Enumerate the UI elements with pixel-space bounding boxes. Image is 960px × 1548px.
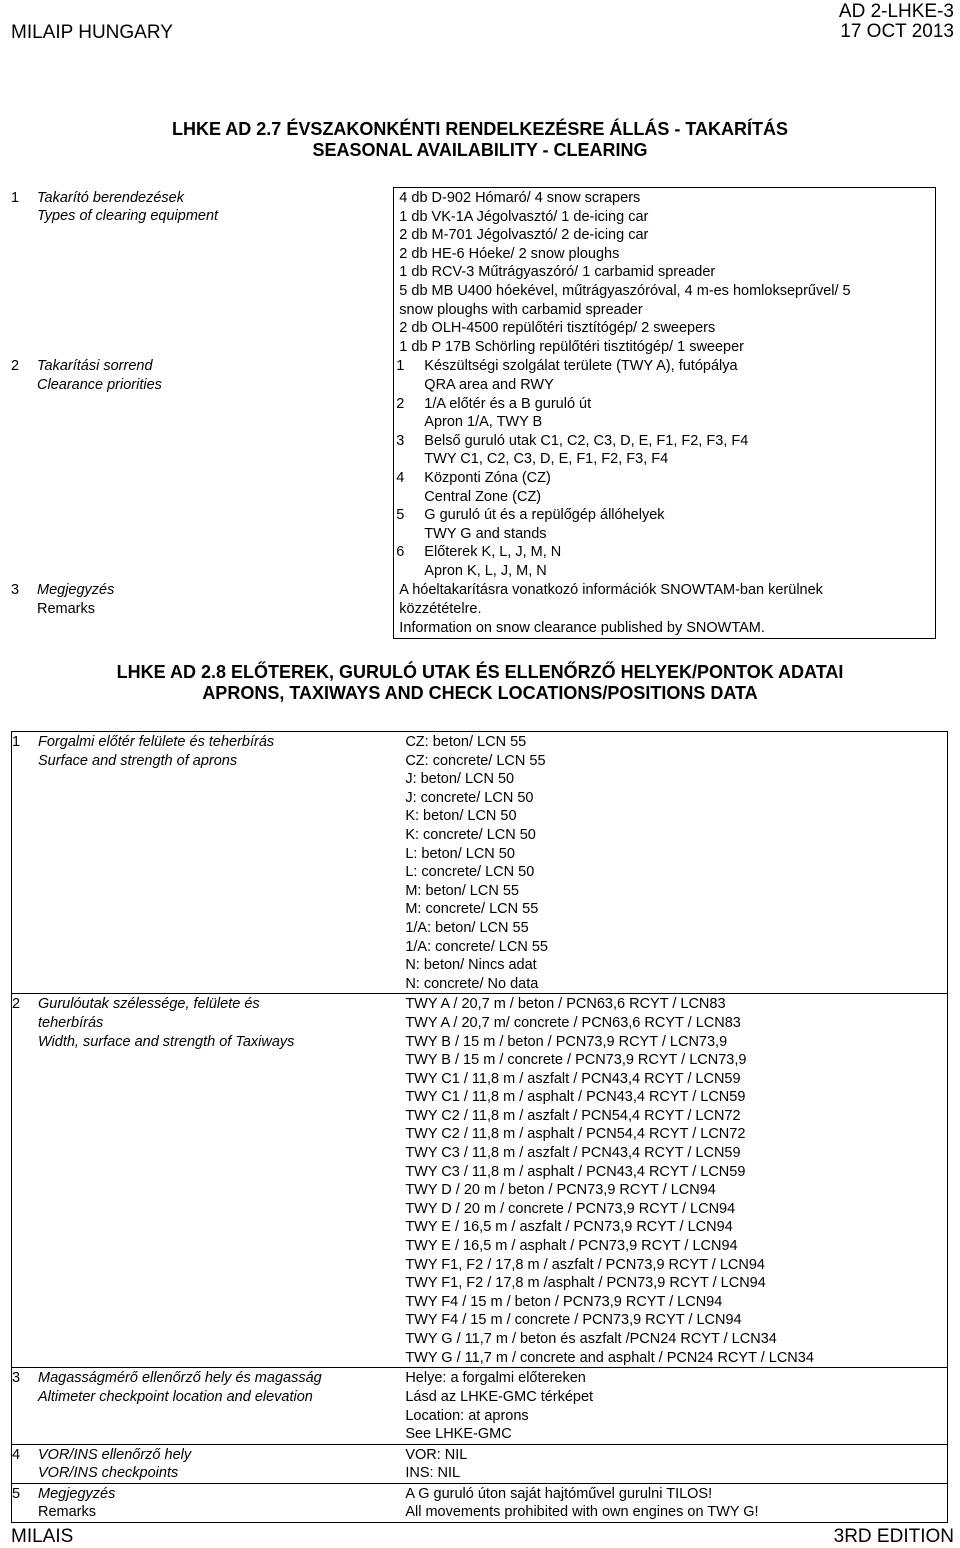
equipment-line: 2 db M-701 Jégolvasztó/ 2 de-icing car bbox=[399, 227, 649, 244]
vor-line: VOR: NIL bbox=[405, 1446, 468, 1463]
remarks-line: All movements prohibited with own engines on TWY G! bbox=[405, 1504, 759, 1521]
taxiway-line: TWY F4 / 15 m / beton / PCN73,9 RCYT / LCN94 bbox=[405, 1293, 723, 1310]
taxiway-line: TWY F4 / 15 m / concrete / PCN73,9 RCYT / LCN94 bbox=[405, 1312, 742, 1329]
label-hu: Takarítási sorrend bbox=[37, 358, 153, 375]
row-label bbox=[11, 580, 394, 639]
apron-strength-line: M: beton/ LCN 55 bbox=[405, 882, 519, 899]
priority-en: TWY G and stands bbox=[424, 525, 547, 542]
taxiway-line: TWY B / 15 m / beton / PCN73,9 RCYT / LCN73,9 bbox=[405, 1033, 728, 1050]
equipment-line: 2 db HE-6 Hóeke/ 2 snow ploughs bbox=[399, 245, 620, 262]
remarks-cell bbox=[400, 1483, 947, 1522]
equipment-line: snow ploughs with carbamid spreader bbox=[399, 301, 643, 318]
label-hu: VOR/INS ellenőrző hely bbox=[38, 1446, 192, 1463]
priorities-cell bbox=[394, 356, 936, 580]
priority-number: 3 bbox=[396, 432, 405, 449]
altimeter-line: Helye: a forgalmi előtereken bbox=[405, 1370, 586, 1387]
row-label bbox=[12, 1483, 401, 1522]
apron-strength-line: J: beton/ LCN 50 bbox=[405, 771, 515, 788]
priority-number: 5 bbox=[396, 507, 405, 524]
priority-hu: 1/A előtér és a B guruló út bbox=[424, 395, 592, 412]
table-row bbox=[12, 994, 948, 1368]
priority-en: QRA area and RWY bbox=[424, 376, 554, 393]
equipment-cell bbox=[394, 188, 936, 357]
taxiway-line: TWY G / 11,7 m / beton és aszfalt /PCN24 RCYT / LCN34 bbox=[405, 1331, 777, 1347]
taxiway-line: TWY A / 20,7 m / beton / PCN63,6 RCYT / LCN83 bbox=[405, 996, 726, 1013]
label-hu: Takarító berendezések bbox=[37, 189, 184, 206]
remarks-line: Information on snow clearance published by SNOWTAM. bbox=[399, 619, 765, 636]
label-hu: Gurulóutak szélessége, felülete és teherbírás bbox=[38, 996, 260, 1031]
apron-strength-line: 1/A: concrete/ LCN 55 bbox=[405, 938, 548, 955]
remarks-line: A G guruló úton saját hajtóművel gurulni TILOS! bbox=[405, 1485, 713, 1502]
taxiway-line: TWY C1 / 11,8 m / asphalt / PCN43,4 RCYT / LCN59 bbox=[405, 1089, 746, 1106]
equipment-line: 5 db MB U400 hóekével, műtrágyaszóróval, 4 m-es homlokseprűvel/ 5 bbox=[399, 282, 851, 299]
document-id: AD 2-LHKE-3 bbox=[838, 1, 954, 22]
taxiway-line: TWY E / 16,5 m / asphalt / PCN73,9 RCYT / LCN94 bbox=[405, 1238, 738, 1255]
row-label bbox=[12, 1368, 401, 1444]
equipment-line: 4 db D-902 Hómaró/ 4 snow scrapers bbox=[399, 190, 641, 206]
priority-item bbox=[396, 395, 931, 432]
row-number: 3 bbox=[12, 1370, 21, 1387]
taxiway-strength-cell bbox=[400, 994, 947, 1368]
row-number: 4 bbox=[12, 1446, 21, 1463]
label-en: Remarks bbox=[38, 1504, 97, 1521]
clearing-table bbox=[11, 187, 936, 639]
section-2-8-title bbox=[0, 662, 960, 704]
ins-line: INS: NIL bbox=[405, 1465, 461, 1482]
row-label bbox=[12, 994, 401, 1368]
priority-en: Central Zone (CZ) bbox=[424, 488, 542, 505]
publisher-name: MILAIP HUNGARY bbox=[11, 22, 173, 43]
taxiway-line: TWY C3 / 11,8 m / aszfalt / PCN43,4 RCYT / LCN59 bbox=[405, 1145, 741, 1162]
equipment-line: 2 db OLH-4500 repülőtéri tisztítógép/ 2 sweepers bbox=[399, 320, 716, 337]
label-en: VOR/INS checkpoints bbox=[38, 1465, 179, 1482]
label-en: Types of clearing equipment bbox=[37, 208, 219, 225]
priority-item bbox=[396, 357, 931, 394]
apron-strength-line: J: concrete/ LCN 50 bbox=[405, 789, 534, 806]
apron-strength-line: N: concrete/ No data bbox=[405, 975, 539, 992]
equipment-line: 1 db RCV-3 Műtrágyaszóró/ 1 carbamid spreader bbox=[399, 264, 716, 281]
table-row bbox=[11, 188, 936, 357]
priority-en: TWY C1, C2, C3, D, E, F1, F2, F3, F4 bbox=[424, 451, 669, 468]
apron-strength-line: 1/A: beton/ LCN 55 bbox=[405, 919, 529, 936]
apron-strength-cell bbox=[400, 732, 947, 994]
label-hu: Megjegyzés bbox=[38, 1485, 116, 1502]
taxiway-line: TWY C3 / 11,8 m / asphalt / PCN43,4 RCYT / LCN59 bbox=[405, 1163, 746, 1180]
taxiway-line: TWY C2 / 11,8 m / asphalt / PCN54,4 RCYT / LCN72 bbox=[405, 1126, 746, 1143]
table-row bbox=[11, 356, 936, 580]
altimeter-line: See LHKE-GMC bbox=[405, 1426, 512, 1443]
remarks-cell bbox=[394, 580, 936, 639]
altimeter-line: Lásd az LHKE-GMC térképet bbox=[405, 1388, 594, 1405]
apron-strength-line: CZ: concrete/ LCN 55 bbox=[405, 752, 546, 769]
aprons-taxiways-table bbox=[11, 731, 948, 1523]
remarks-line: közzétételre. bbox=[399, 601, 482, 618]
priority-item bbox=[396, 543, 931, 580]
equipment-line: 1 db P 17B Schörling repülőtéri tisztitógép/ 1 sweeper bbox=[399, 338, 745, 355]
section-2-8-title-en: APRONS, TAXIWAYS AND CHECK LOCATIONS/POSITIONS DATA bbox=[202, 683, 758, 703]
taxiway-line: TWY C1 / 11,8 m / aszfalt / PCN43,4 RCYT / LCN59 bbox=[405, 1070, 741, 1087]
table-row bbox=[12, 1368, 948, 1444]
table-row bbox=[11, 580, 936, 639]
taxiway-line: TWY G / 11,7 m / concrete and asphalt / PCN24 RCYT / LCN34 bbox=[405, 1349, 814, 1366]
apron-strength-line: L: beton/ LCN 50 bbox=[405, 845, 515, 862]
taxiway-line: TWY F1, F2 / 17,8 m / aszfalt / PCN73,9 RCYT / LCN94 bbox=[405, 1256, 765, 1273]
taxiway-line: TWY D / 20 m / beton / PCN73,9 RCYT / LCN94 bbox=[405, 1182, 716, 1199]
taxiway-line: TWY A / 20,7 m/ concrete / PCN63,6 RCYT / LCN83 bbox=[405, 1014, 741, 1031]
row-number: 3 bbox=[11, 582, 20, 599]
apron-strength-line: M: concrete/ LCN 55 bbox=[405, 901, 539, 918]
priority-en: Apron 1/A, TWY B bbox=[424, 414, 543, 431]
row-number: 2 bbox=[12, 996, 21, 1013]
row-label bbox=[11, 188, 394, 357]
label-en: Clearance priorities bbox=[37, 376, 162, 393]
apron-strength-line: L: concrete/ LCN 50 bbox=[405, 864, 535, 881]
apron-strength-line: K: beton/ LCN 50 bbox=[405, 808, 517, 825]
taxiway-line: TWY C2 / 11,8 m / aszfalt / PCN54,4 RCYT / LCN72 bbox=[405, 1107, 741, 1124]
priority-en: Apron K, L, J, M, N bbox=[424, 562, 547, 579]
row-number: 5 bbox=[12, 1485, 21, 1502]
altimeter-line: Location: at aprons bbox=[405, 1407, 529, 1424]
vor-ins-cell bbox=[400, 1444, 947, 1483]
priority-hu: G guruló út és a repülőgép állóhelyek bbox=[424, 507, 665, 524]
footer-left: MILAIS bbox=[11, 1526, 74, 1547]
row-label bbox=[12, 732, 401, 994]
priority-hu: Belső guruló utak C1, C2, C3, D, E, F1, F2, F3, F4 bbox=[424, 432, 749, 449]
label-hu: Megjegyzés bbox=[37, 582, 115, 599]
priority-number: 1 bbox=[396, 358, 405, 375]
label-en: Width, surface and strength of Taxiways bbox=[38, 1033, 295, 1050]
row-number: 1 bbox=[12, 734, 21, 750]
table-row bbox=[12, 1444, 948, 1483]
edition-label: 3RD EDITION bbox=[833, 1526, 954, 1547]
remarks-line: A hóeltakarításra vonatkozó információk SNOWTAM-ban kerülnek bbox=[399, 582, 823, 599]
priority-number: 6 bbox=[396, 544, 405, 561]
label-en: Altimeter checkpoint location and elevation bbox=[38, 1388, 313, 1405]
apron-strength-line: N: beton/ Nincs adat bbox=[405, 957, 537, 974]
section-2-7-title bbox=[0, 119, 960, 161]
equipment-line: 1 db VK-1A Jégolvasztó/ 1 de-icing car bbox=[399, 208, 649, 225]
section-2-7-title-hu: LHKE AD 2.7 ÉVSZAKONKÉNTI RENDELKEZÉSRE ÁLLÁS - TAKARÍTÁS bbox=[171, 119, 789, 139]
priority-hu: Előterek K, L, J, M, N bbox=[424, 544, 562, 561]
table-row bbox=[12, 1483, 948, 1522]
priority-hu: Készültségi szolgálat területe (TWY A), futópálya bbox=[424, 358, 738, 375]
row-label bbox=[12, 1444, 401, 1483]
taxiway-line: TWY E / 16,5 m / aszfalt / PCN73,9 RCYT / LCN94 bbox=[405, 1219, 733, 1236]
page-header bbox=[0, 0, 960, 50]
priority-hu: Központi Zóna (CZ) bbox=[424, 469, 551, 486]
row-number: 1 bbox=[11, 189, 20, 206]
priority-item bbox=[396, 432, 931, 469]
priority-item bbox=[396, 469, 931, 506]
label-en: Surface and strength of aprons bbox=[38, 752, 238, 769]
taxiway-line: TWY D / 20 m / concrete / PCN73,9 RCYT / LCN94 bbox=[405, 1200, 736, 1217]
section-2-8-title-hu: LHKE AD 2.8 ELŐTEREK, GURULÓ UTAK ÉS ELLENŐRZŐ HELYEK/PONTOK ADATAI bbox=[116, 662, 844, 682]
label-hu: Magasságmérő ellenőrző hely és magasság bbox=[38, 1370, 322, 1387]
apron-strength-line: K: concrete/ LCN 50 bbox=[405, 826, 536, 843]
document-date: 17 OCT 2013 bbox=[840, 21, 954, 42]
header-right bbox=[839, 2, 954, 42]
taxiway-line: TWY B / 15 m / concrete / PCN73,9 RCYT / LCN73,9 bbox=[405, 1052, 747, 1069]
section-2-7-title-en: SEASONAL AVAILABILITY - CLEARING bbox=[312, 140, 648, 160]
table-row bbox=[12, 732, 948, 994]
priority-number: 2 bbox=[396, 395, 405, 412]
priority-item bbox=[396, 506, 931, 543]
label-en: Remarks bbox=[37, 601, 96, 618]
priority-number: 4 bbox=[396, 469, 405, 486]
altimeter-cell bbox=[400, 1368, 947, 1444]
apron-strength-line: CZ: beton/ LCN 55 bbox=[405, 734, 527, 750]
row-label bbox=[11, 356, 394, 580]
taxiway-line: TWY F1, F2 / 17,8 m /asphalt / PCN73,9 RCYT / LCN94 bbox=[405, 1275, 766, 1292]
label-hu: Forgalmi előtér felülete és teherbírás bbox=[38, 734, 275, 750]
row-number: 2 bbox=[11, 358, 20, 375]
